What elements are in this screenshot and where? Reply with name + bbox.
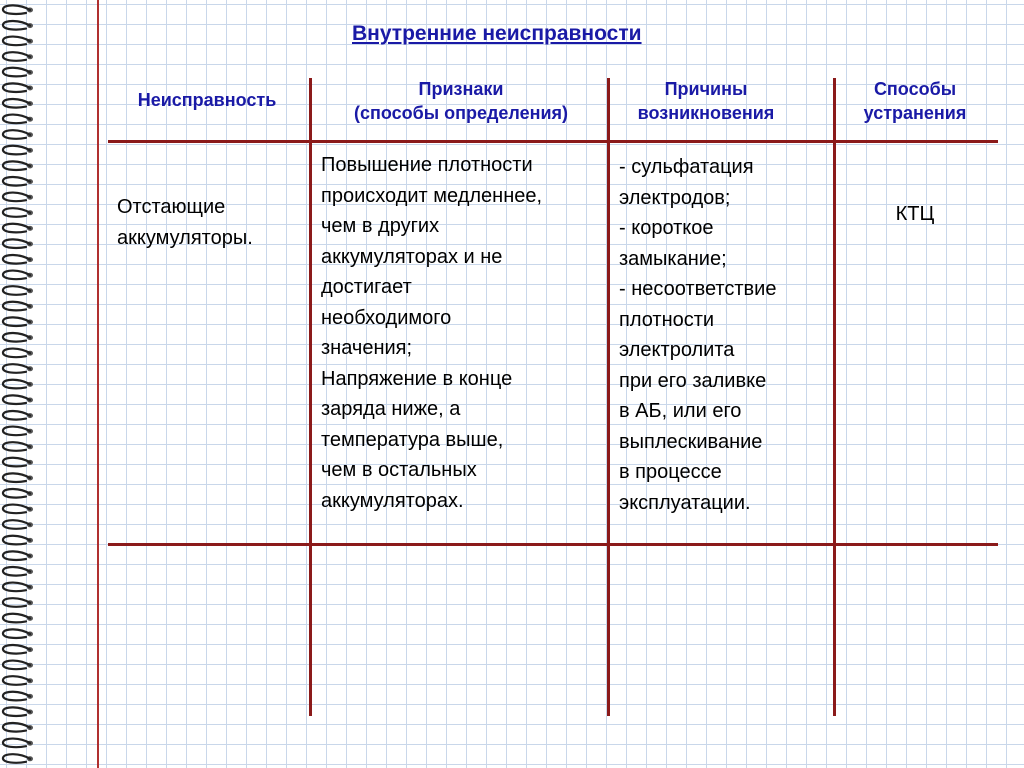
table-row-rule <box>108 543 998 546</box>
cell-remedy: КТЦ <box>895 203 935 225</box>
table-column-rule <box>309 78 312 716</box>
page-margin-line <box>97 0 99 768</box>
column-header-signs: Признаки (способы определения) <box>353 79 569 123</box>
cell-fault: Отстающие аккумуляторы. <box>117 196 253 249</box>
column-header-causes: Причины возникновения <box>637 79 775 123</box>
page-title: Внутренние неисправности <box>352 22 642 45</box>
column-header-remedy: Способы устранения <box>863 79 967 123</box>
cell-signs: Повышение плотности происходит медленнее, чем в других аккумуляторах и не достигает необходимого значения; Напряжение в конце заряда ниже, а температура выше, чем в остальных аккумуляторах. <box>321 154 543 512</box>
table-column-rule <box>607 78 610 716</box>
table-column-rule <box>833 78 836 716</box>
column-header-fault: Неисправность <box>137 90 277 110</box>
table-header-rule <box>108 140 998 143</box>
cell-causes: - сульфатация электродов; - короткое замыкание; - несоответствие плотности электролита при его заливке в АБ, или его выплескивание в процессе эксплуатации. <box>619 156 777 514</box>
spiral-binding-icon <box>0 0 40 768</box>
